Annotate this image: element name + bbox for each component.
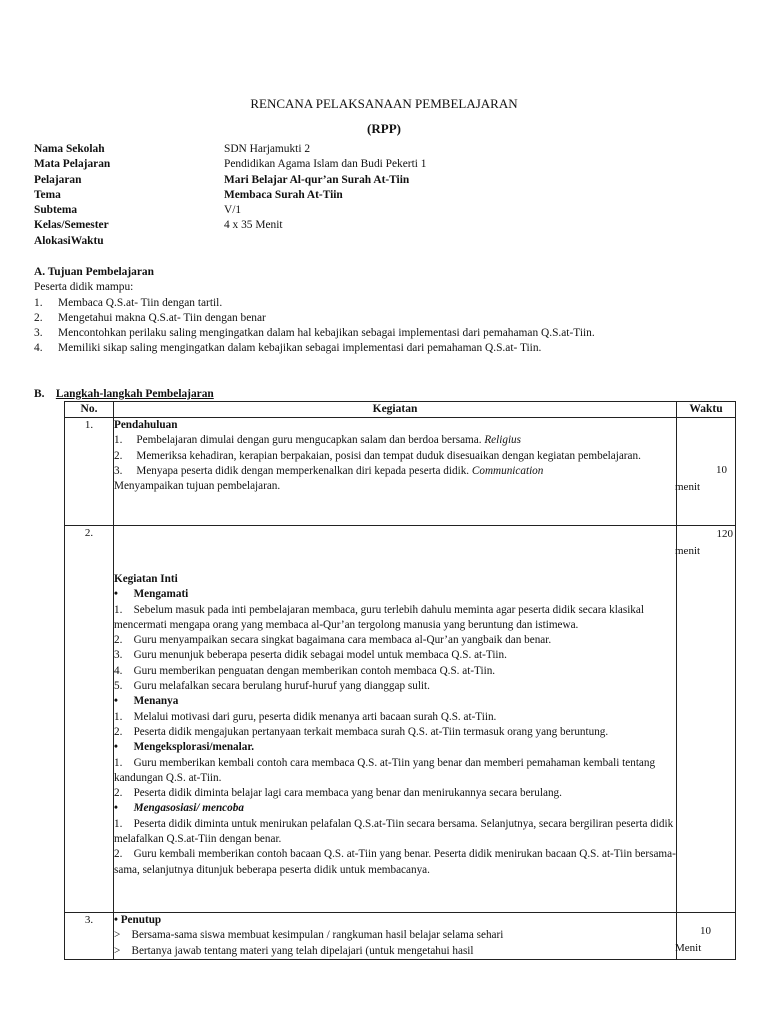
meta-key: Mata Pelajaran xyxy=(34,158,111,171)
sub-activity-label: Mengamati xyxy=(133,588,189,601)
activity-line: 2. Peserta didik mengajukan pertanyaan terkait membaca surah Q.S. at-Tiin termasuk orang yang beruntung. xyxy=(114,725,609,738)
time-value: 120 xyxy=(716,528,733,540)
sub-activity-title xyxy=(114,694,676,709)
character-value: Religius xyxy=(484,434,521,447)
time-unit: Menit xyxy=(675,942,702,954)
meta-key: Subtema xyxy=(34,204,78,217)
sub-activity-label: Mengeksplorasi/menalar. xyxy=(133,741,255,754)
time-unit: menit xyxy=(675,481,701,493)
objective-number: 1. xyxy=(34,296,43,309)
activity-line: Menyampaikan tujuan pembelajaran. xyxy=(114,480,281,493)
meta-value: SDN Harjamukti 2 xyxy=(224,143,311,155)
table-row xyxy=(65,526,736,913)
table-header-row xyxy=(65,402,736,418)
activity-line: 1. Melalui motivasi dari guru, peserta didik menanya arti bacaan surah Q.S. at-Tiin. xyxy=(114,710,497,723)
time-unit: menit xyxy=(675,545,701,557)
bullet-icon: • xyxy=(114,802,118,815)
bullet-icon: • xyxy=(114,588,118,601)
meta-value: 4 x 35 Menit xyxy=(224,219,283,232)
bullet-icon: • xyxy=(114,695,118,708)
row-number: 3. xyxy=(65,913,114,960)
activity-line: 1. Sebelum masuk pada inti pembelajaran membaca, guru terlebih dahulu meminta agar peserta didik secara klasikal mencermati mengapa orang yang membaca al-Qur’an tergolong manusia yang beruntung dan istimewa. xyxy=(114,603,647,631)
activity-cell xyxy=(114,418,677,526)
objective-number: 2. xyxy=(34,311,43,324)
sub-activity-title xyxy=(114,913,676,928)
objective-number: 3. xyxy=(34,327,43,340)
objective-item xyxy=(34,296,734,311)
meta-value: Membaca Surah At-Tiin xyxy=(224,188,343,201)
learning-steps-heading xyxy=(34,388,214,400)
line-text: Menyapa peserta didik dengan memperkenalkan diri kepada peserta didik. xyxy=(136,464,472,477)
time-value: 10 xyxy=(716,464,727,476)
time-cell xyxy=(677,418,736,526)
meta-key: Nama Sekolah xyxy=(34,143,105,155)
sub-activity-title xyxy=(114,740,676,755)
activity-line: > Bertanya jawab tentang materi yang telah dipelajari (untuk mengetahui hasil xyxy=(114,944,474,957)
activity-line: 3. Guru menunjuk beberapa peserta didik sebagai model untuk membaca Q.S. at-Tiin. xyxy=(114,649,507,662)
meta-value: Mari Belajar Al-qur’an Surah At-Tiin xyxy=(224,173,410,186)
row-number: 2. xyxy=(65,526,114,913)
activity-cell xyxy=(114,913,677,960)
activity-title: Penutup xyxy=(120,914,162,926)
activity-line: 2. Guru kembali memberikan contoh bacaan Q.S. at-Tiin yang benar. Peserta didik menirukan bacaan Q.S. at-Tiin bersama-sama, selanjutnya ditunjuk beberapa peserta didik untuk membacanya. xyxy=(114,848,676,876)
column-header-no: No. xyxy=(65,402,114,418)
column-header-waktu: Waktu xyxy=(677,402,736,418)
time-cell xyxy=(677,526,736,913)
bullet-icon: • xyxy=(114,914,118,926)
line-number: 3. xyxy=(114,464,123,477)
sub-activity-label: Menanya xyxy=(133,695,179,708)
sub-activity-label: Mengasosiasi/ mencoba xyxy=(133,802,244,815)
activity-line: 5. Guru melafalkan secara berulang huruf-huruf yang dianggap sulit. xyxy=(114,680,430,693)
blank-space xyxy=(114,526,676,572)
activity-line xyxy=(114,433,676,448)
activity-line xyxy=(114,449,676,464)
objective-item xyxy=(34,341,734,356)
objective-text: Memiliki sikap saling mengingatkan dalam kebajikan sebagai implementasi dari pemahaman Q.S.at- Tiin. xyxy=(58,342,542,355)
learning-steps-table xyxy=(64,401,736,960)
line-text: Pembelajaran dimulai dengan guru mengucapkan salam dan berdoa bersama. xyxy=(136,434,485,447)
objective-text: Membaca Q.S.at- Tiin dengan tartil. xyxy=(58,296,223,309)
time-cell xyxy=(677,913,736,960)
objective-number: 4. xyxy=(34,342,43,355)
activity-line: 4. Guru memberikan penguatan dengan memberikan contoh membaca Q.S. at-Tiin. xyxy=(114,664,496,677)
activity-cell xyxy=(114,526,677,913)
activity-line: > Bersama-sama siswa membuat kesimpulan / rangkuman hasil belajar selama sehari xyxy=(114,929,504,942)
section-b-title: Langkah-langkah Pembelajaran xyxy=(55,388,214,400)
time-value: 10 xyxy=(700,925,711,937)
activity-line: 1. Peserta didik diminta untuk menirukan pelafalan Q.S.at-Tiin secara bersama. Selanjutnya, secara bergiliran peserta didik melafalkan Q.S.at-Tiin dengan benar. xyxy=(114,817,677,846)
document-subtitle: (RPP) xyxy=(367,121,401,136)
character-value: Communication xyxy=(471,464,544,477)
activity-line: 2. Guru menyampaikan secara singkat bagaimana cara membaca al-Qur’an yangbaik dan benar. xyxy=(114,634,552,647)
meta-key: Tema xyxy=(34,188,61,201)
table-row xyxy=(65,913,736,960)
activity-line xyxy=(114,464,676,479)
section-a-intro: Peserta didik mampu: xyxy=(34,281,134,294)
activity-title: Kegiatan Inti xyxy=(114,573,178,585)
activity-line: 2. Peserta didik diminta belajar lagi cara membaca yang benar dan menirukannya secara berulang. xyxy=(114,787,562,800)
meta-value: Pendidikan Agama Islam dan Budi Pekerti 1 xyxy=(224,158,427,171)
sub-activity-title xyxy=(114,587,676,602)
sub-activity-title xyxy=(114,801,676,816)
activity-title: Pendahuluan xyxy=(114,419,178,431)
column-header-kegiatan: Kegiatan xyxy=(114,402,677,418)
learning-objectives-section xyxy=(34,265,734,357)
line-text: Memeriksa kehadiran, kerapian berpakaian, posisi dan tempat duduk disesuaikan dengan kegiatan pembelajaran. xyxy=(136,449,641,462)
meta-key: Pelajaran xyxy=(34,173,82,186)
table-row xyxy=(65,418,736,526)
meta-key: Kelas/Semester xyxy=(34,219,109,232)
objective-text: Mengetahui makna Q.S.at- Tiin dengan benar xyxy=(58,311,266,324)
document-title: RENCANA PELAKSANAAN PEMBELAJARAN xyxy=(250,96,518,111)
meta-key: AlokasiWaktu xyxy=(34,234,104,247)
objective-item xyxy=(34,326,734,341)
activity-line: 1. Guru memberikan kembali contoh cara membaca Q.S. at-Tiin yang benar dan memberi pemahaman kembali tentang kandungan Q.S. at-Tiin. xyxy=(114,756,658,784)
bullet-icon: • xyxy=(114,741,118,754)
objective-text: Mencontohkan perilaku saling mengingatkan dalam hal kebajikan sebagai implementasi dari pemahaman Q.S.at-Tiin. xyxy=(58,327,595,340)
meta-value: V/1 xyxy=(224,204,242,217)
objective-item xyxy=(34,311,734,326)
row-number: 1. xyxy=(65,418,114,526)
line-number: 1. xyxy=(114,434,123,447)
line-number: 2. xyxy=(114,449,123,462)
section-b-prefix: B. xyxy=(34,388,56,400)
section-a-heading: A. Tujuan Pembelajaran xyxy=(34,266,154,278)
